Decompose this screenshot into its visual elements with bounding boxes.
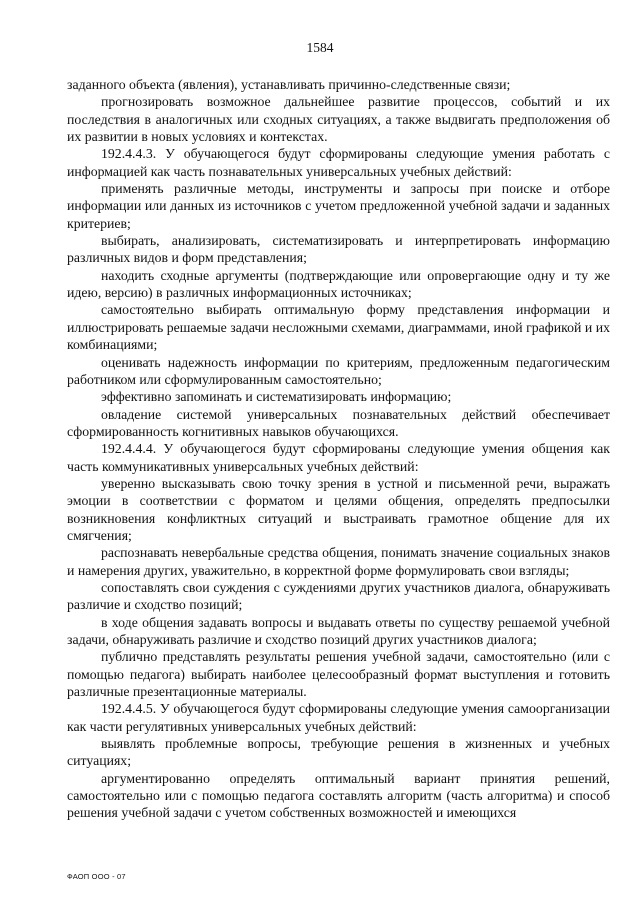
section-paragraph-192-4-4-3: 192.4.4.3. У обучающегося будут сформированы следующие умения работать с информацией как часть познавательных универсальных учебных действий:	[67, 146, 610, 179]
paragraph: уверенно высказывать свою точку зрения в устной и письменной речи, выражать эмоции в соответствии с форматом и целями общения, определять предпосылки возникновения конфликтных ситуаций и выстраивать грамотное общение для их смягчения;	[67, 475, 610, 543]
paragraph: овладение системой универсальных познавательных действий обеспечивает сформированность когнитивных навыков обучающихся.	[67, 406, 610, 439]
paragraph: оценивать надежность информации по критериям, предложенным педагогическим работником или сформулированным самостоятельно;	[67, 354, 610, 387]
page-number: 1584	[306, 40, 334, 55]
footer-code: ФАОП ООО - 07	[67, 872, 126, 881]
paragraph: в ходе общения задавать вопросы и выдавать ответы по существу решаемой учебной задачи, обнаруживать различие и сходство позиций других участников диалога;	[67, 614, 610, 647]
paragraph: выбирать, анализировать, систематизировать и интерпретировать информацию различных видов и форм представления;	[67, 233, 610, 266]
paragraph: распознавать невербальные средства общения, понимать значение социальных знаков и намерения других, уважительно, в корректной форме формулировать свои взгляды;	[67, 545, 610, 578]
paragraph: сопоставлять свои суждения с суждениями других участников диалога, обнаруживать различие и сходство позиций;	[67, 579, 610, 613]
paragraph: находить сходные аргументы (подтверждающие или опровергающие одну и ту же идею, версию) в различных информационных источниках;	[67, 267, 610, 301]
paragraph: выявлять проблемные вопросы, требующие решения в жизненных и учебных ситуациях;	[67, 736, 610, 769]
paragraph: аргументированно определять оптимальный вариант принятия решений, самостоятельно или с помощью педагога составлять алгоритм (часть алгоритма) и способ решения учебной задачи с учетом собственных возможностей и имеющихся	[67, 770, 610, 821]
paragraph: самостоятельно выбирать оптимальную форму представления информации и иллюстрировать решаемые задачи несложными схемами, диаграммами, иной графикой и их комбинациями;	[67, 302, 610, 353]
paragraph: эффективно запоминать и систематизировать информацию;	[101, 389, 452, 405]
paragraph: заданного объекта (явления), устанавливать причинно-следственные связи;	[67, 77, 511, 92]
paragraph: прогнозировать возможное дальнейшее развитие процессов, событий и их последствия в аналогичных или сходных ситуациях, а также выдвигать предположения об их развитии в новых условиях и контекстах.	[67, 94, 610, 145]
paragraph: применять различные методы, инструменты и запросы при поиске и отборе информации или данных из источников с учетом предложенной учебной задачи и заданных критериев;	[67, 181, 610, 231]
section-paragraph-192-4-4-5: 192.4.4.5. У обучающегося будут сформированы следующие умения самоорганизации как части регулятивных универсальных учебных действий:	[67, 701, 610, 734]
section-paragraph-192-4-4-4: 192.4.4.4. У обучающегося будут сформированы следующие умения общения как часть коммуникативных универсальных учебных действий:	[67, 441, 610, 474]
document-body	[67, 76, 610, 822]
paragraph: публично представлять результаты решения учебной задачи, самостоятельно (или с помощью педагога) выбирать наиболее целесообразный формат выступления и готовить различные презентационные материалы.	[67, 649, 610, 700]
